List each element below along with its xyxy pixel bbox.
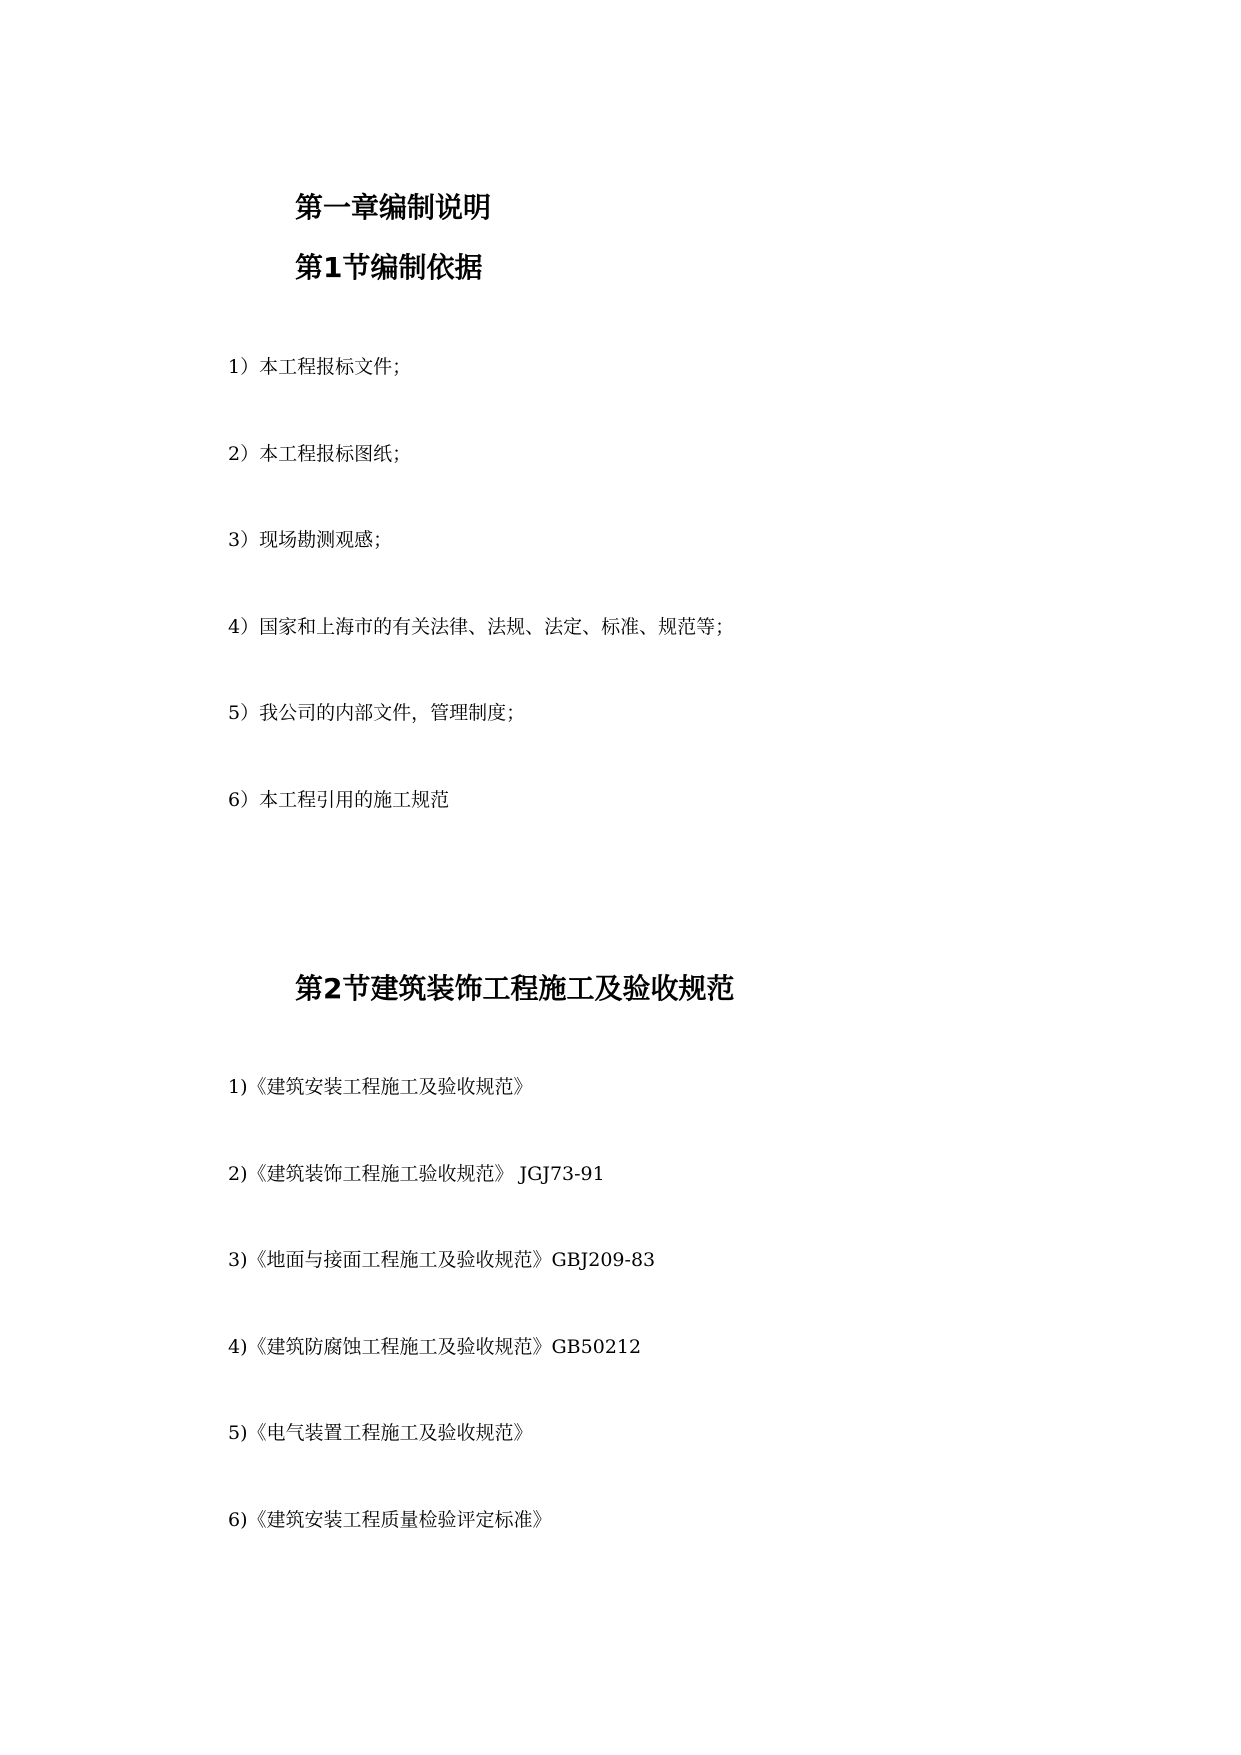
- list-item: 4）国家和上海市的有关法律、法规、法定、标准、规范等；: [228, 616, 735, 638]
- list-item: 1)《建筑安装工程施工及验收规范》: [228, 1076, 533, 1098]
- list-item: 6)《建筑安装工程质量检验评定标准》: [228, 1509, 552, 1531]
- list-item: 5）我公司的内部文件，管理制度；: [228, 702, 526, 724]
- section-1-title: 第1节编制依据: [295, 251, 483, 284]
- list-item: 3）现场勘测观感；: [228, 529, 393, 551]
- list-item: 2)《建筑装饰工程施工验收规范》 JGJ73-91: [228, 1163, 605, 1185]
- list-item: 1）本工程报标文件；: [228, 356, 412, 378]
- list-item: 2）本工程报标图纸；: [228, 443, 412, 465]
- list-item: 4)《建筑防腐蚀工程施工及验收规范》GB50212: [228, 1336, 642, 1358]
- section-2-title: 第2节建筑装饰工程施工及验收规范: [295, 972, 735, 1005]
- list-item: 5)《电气装置工程施工及验收规范》: [228, 1422, 533, 1444]
- chapter-title: 第一章编制说明: [295, 191, 492, 224]
- list-item: 3)《地面与接面工程施工及验收规范》GBJ209-83: [228, 1249, 656, 1271]
- list-item: 6）本工程引用的施工规范: [228, 789, 450, 811]
